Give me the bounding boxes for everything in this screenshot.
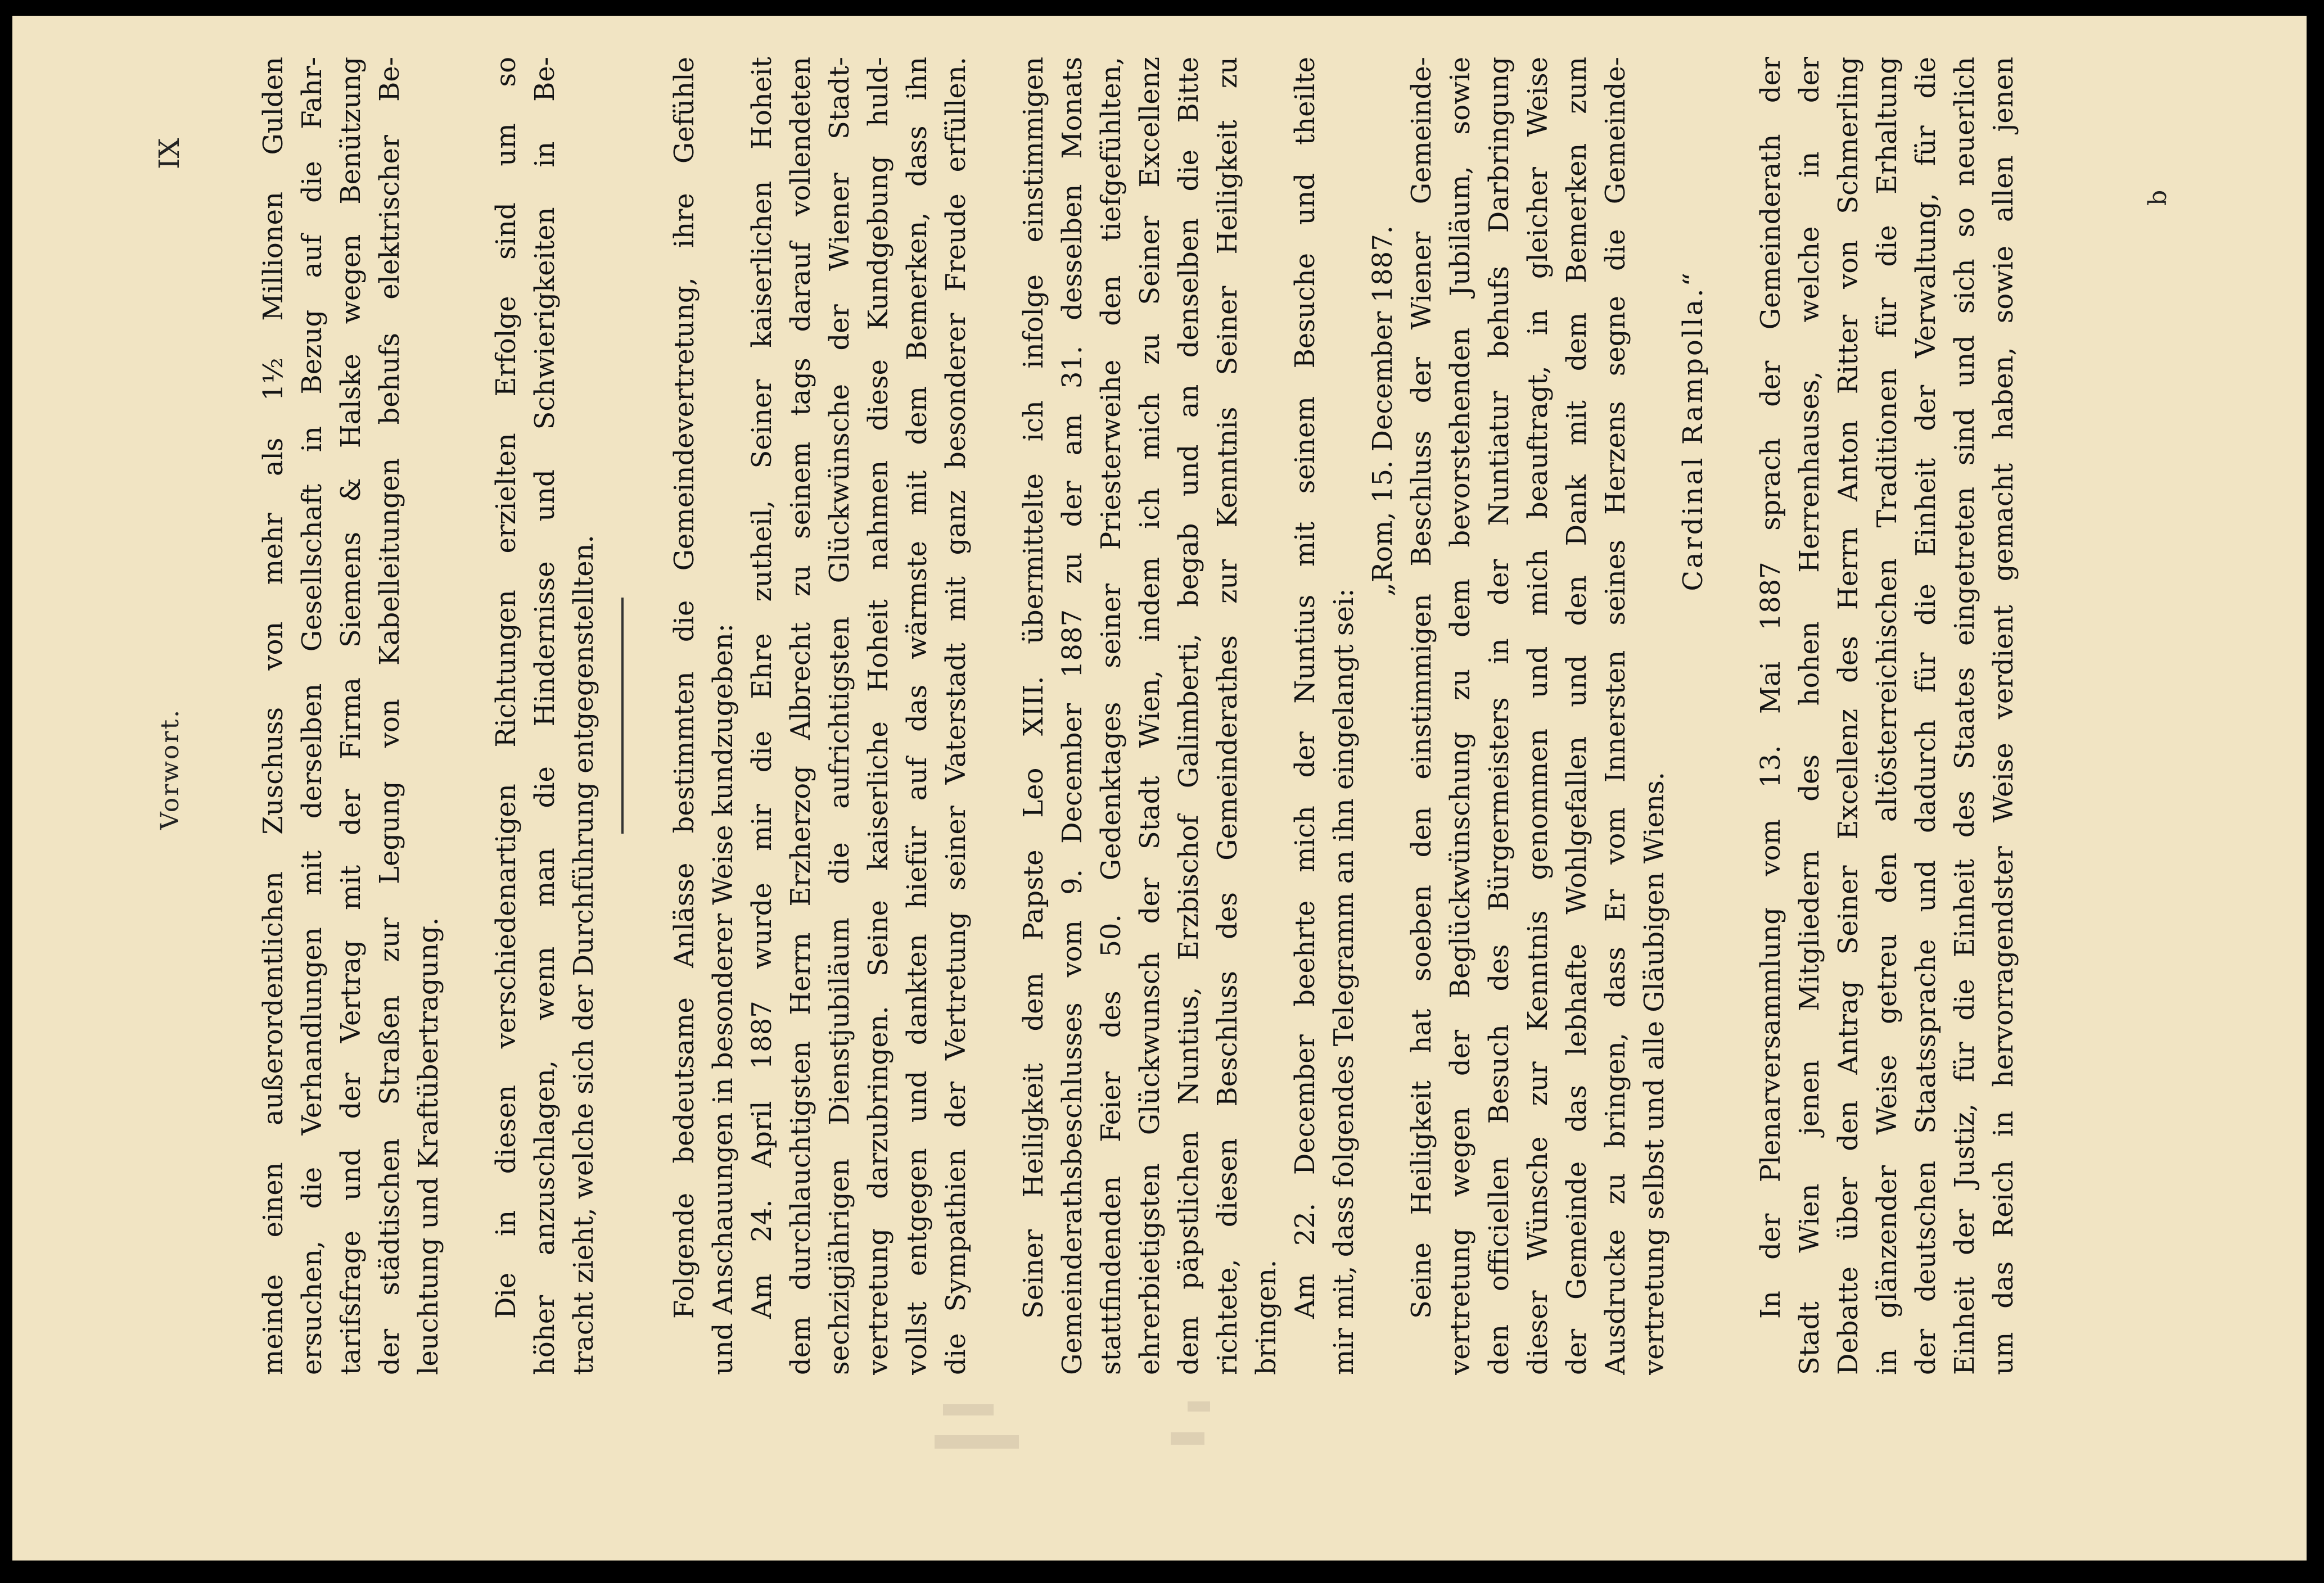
text-line: ersuchen, die Verhandlungen mit derselben Gesellschaft in Bezug auf die Fahr- [296,57,328,1375]
text-line: Einheit der Justiz, für die Einheit des Staates eingetreten sind und sich so neuerlich [1949,57,1980,1375]
text-line: in glänzender Weise getreu den altösterreichischen Traditionen für die Erhaltung [1871,57,1903,1375]
text-line: der städtischen Straßen zur Legung von Kabelleitungen behufs elektrischer Be- [374,57,405,1375]
text-line: höher anzuschlagen, wenn man die Hindernisse und Schwierigkeiten in Be- [529,57,561,1375]
text-line: vollst entgegen und dankten hiefür auf das wärmste mit dem Bemerken, dass ihn [901,57,933,1375]
text-line: meinde einen außerordentlichen Zuschuss von mehr als 1½ Millionen Gulden [258,57,289,1375]
rotated-text-layer [12,16,2307,1561]
text-line: Seine Heiligkeit hat soeben den einstimmigen Beschluss der Wiener Gemeinde- [1406,57,1437,1319]
text-line: um das Reich in hervorragendster Weise verdient gemacht haben, sowie allen jenen [1988,57,2019,1375]
page-number: IX [153,138,186,169]
text-line: der deutschen Staatssprache und dadurch für die Einheit der Verwaltung, für die [1910,57,1942,1375]
text-line: Gemeinderathsbeschlusses vom 9. December 1887 zu der am 31. desselben Monats [1057,57,1088,1375]
text-line: Ausdrucke zu bringen, dass Er vom Innersten seines Herzens segne die Gemeinde- [1600,57,1631,1375]
paragraph-spacer [1713,57,1752,1375]
section-divider-area [603,57,665,1375]
text-line: Folgende bedeutsame Anlässe bestimmten die Gemeindevertretung, ihre Gefühle [669,57,700,1319]
telegram-signature: Cardinal Rampolla.“ [1677,270,1709,591]
text-line: tracht zieht, welche sich der Durchführung entgegenstellten. [568,535,599,1375]
text-line: bringen. [1251,1259,1282,1375]
text-line: dieser Wünsche zur Kenntnis genommen und mich beauftragt, in gleicher Weise [1522,57,1554,1375]
paragraph-spacer [448,57,487,1375]
text-line: In der Plenarversammlung vom 13. Mai 1887 sprach der Gemeinderath der [1755,57,1786,1319]
text-line: tarifsfrage und der Vertrag mit der Firma Siemens & Halske wegen Benützung [335,57,367,1375]
text-line: richtete, diesen Beschluss des Gemeinderathes zur Kenntnis Seiner Heiligkeit zu [1212,57,1243,1375]
text-line: dem päpstlichen Nuntius, Erzbischof Galimberti, begab und an denselben die Bitte [1173,57,1204,1375]
telegram-dateline: „Rom, 15. December 1887. [1367,225,1398,596]
text-line: die Sympathien der Vertretung seiner Vaterstadt mit ganz besonderer Freude erfüllen. [940,57,972,1375]
text-line: Die in diesen verschiedenartigen Richtungen erzielten Erfolge sind um so [490,57,522,1319]
text-line: ehrerbietigsten Glückwunsch der Stadt Wien, indem ich mich zu Seiner Excellenz [1134,57,1166,1375]
text-line: mir mit, dass folgendes Telegramm an ihn eingelangt sei: [1328,588,1360,1375]
text-line: der Gemeinde das lebhafte Wohlgefallen und den Dank mit dem Bemerken zum [1561,57,1592,1375]
text-line: den officiellen Besuch des Bürgermeisters in der Nuntiatur behufs Darbringung [1483,57,1515,1375]
text-line: und Anschauungen in besonderer Weise kundzugeben: [707,623,739,1375]
text-line: Am 22. December beehrte mich der Nuntius mit seinem Besuche und theilte [1289,57,1321,1319]
scanned-page [12,16,2307,1561]
text-line: Stadt Wien jenen Mitgliedern des hohen Herrenhauses, welche in der [1794,57,1825,1375]
text-line: stattfindenden Feier des 50. Gedenktages seiner Priesterweihe den tiefgefühlten, [1095,57,1127,1375]
signature-mark: b [2144,189,2172,206]
text-line: vertretung selbst und alle Gläubigen Wiens. [1639,772,1670,1375]
text-line: sechzigjährigen Dienstjubiläum die aufrichtigsten Glückwünsche der Wiener Stadt- [824,57,855,1375]
section-divider [621,598,624,834]
text-line: leuchtung und Kraftübertragung. [413,917,444,1375]
paragraph-spacer [976,57,1014,1375]
text-line: Seiner Heiligkeit dem Papste Leo XIII. übermittelte ich infolge einstimmigen [1018,57,1049,1319]
text-line: vertretung wegen der Beglückwünschung zu dem bevorstehenden Jubiläum, sowie [1445,57,1476,1375]
running-header-title: Vorwort. [156,708,184,830]
body-text [254,57,2023,1375]
text-line: dem durchlauchtigsten Herrn Erzherzog Albrecht zu seinem tags darauf vollendeten [785,57,816,1375]
text-line: vertretung darzubringen. Seine kaiserliche Hoheit nahmen diese Kundgebung huld- [863,57,894,1375]
text-line: Am 24. April 1887 wurde mir die Ehre zutheil, Seiner kaiserlichen Hoheit [746,57,778,1319]
text-line: Debatte über den Antrag Seiner Excellenz des Herrn Anton Ritter von Schmerling [1833,57,1864,1375]
